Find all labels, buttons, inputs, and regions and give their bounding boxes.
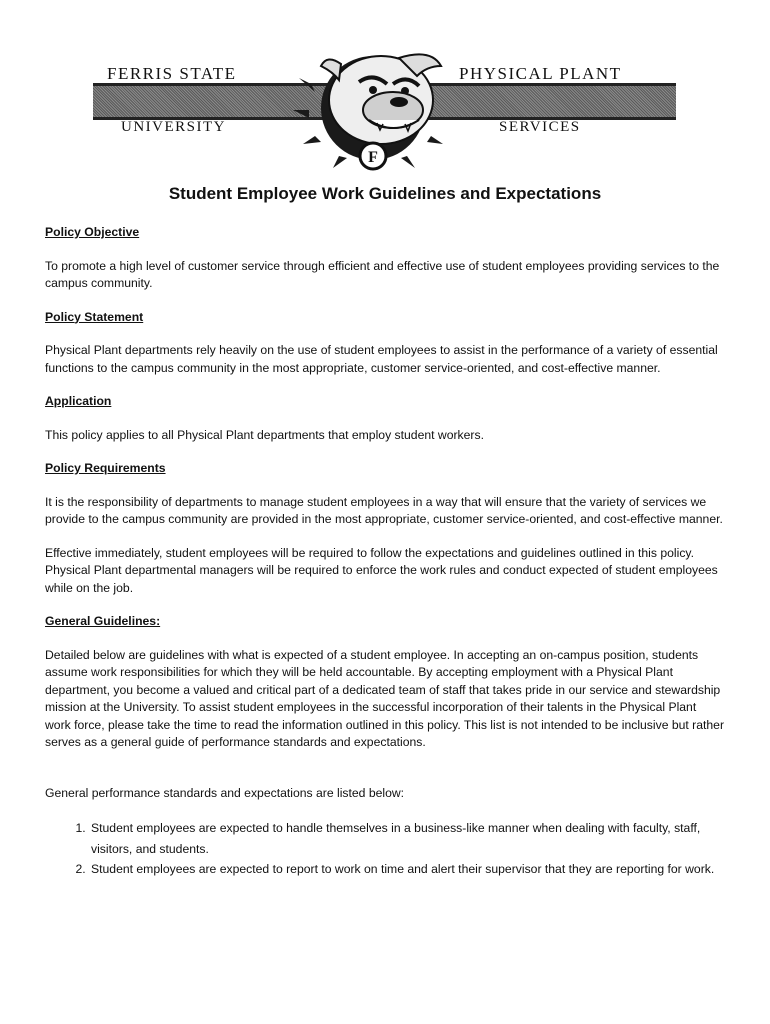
- paragraph-standards-intro: General performance standards and expectations are listed below:: [45, 785, 405, 800]
- list-item: 1. Student employees are expected to handle themselves in a business-like manner when dealing with faculty, staff, visitors, and students.: [89, 818, 725, 859]
- paragraph-requirements-2: Effective immediately, student employees will be required to follow the expectations and guidelines outlined in this policy. Physical Plant departmental managers will be required to enforce the work rules and conduct expected of student employees while on the job.: [45, 545, 718, 595]
- heading-policy-statement: Policy Statement: [45, 309, 144, 324]
- medallion-letter: F: [368, 149, 378, 166]
- header-physical-plant: PHYSICAL PLANT: [459, 64, 622, 83]
- heading-general-guidelines: General Guidelines:: [45, 614, 161, 628]
- header-services: SERVICES: [499, 119, 581, 135]
- paragraph-application: This policy applies to all Physical Plant departments that employ student workers.: [45, 427, 484, 442]
- standards-list: [45, 818, 725, 880]
- paragraph-policy-statement: Physical Plant departments rely heavily on the use of student employees to assist in the performance of a variety of essential functions to the campus community in the most appropriate, customer service-oriented, and cost-effective manner.: [45, 343, 718, 375]
- page-title: Student Employee Work Guidelines and Expectations: [168, 184, 602, 203]
- paragraph-general-guidelines: Detailed below are guidelines with what is expected of a student employee. In accepting an on-campus position, students assume work responsibilities for which they will be held accountable. By accepting employment with a Physical Plant department, you become a valued and critical part of a dedicated team of staff that takes pride in our service and stewardship mission at the University. To assist student employees in the successful incorporation of their talents in the Physical Plant work force, please take the time to read the information outlined in this policy. This list is not intended to be inclusive but rather serves as a general guide of performance standards and expectations.: [45, 647, 725, 749]
- letterhead: [93, 44, 676, 172]
- header-ferris-state: FERRIS STATE: [107, 64, 237, 83]
- bulldog-icon: [281, 44, 461, 172]
- heading-policy-objective: Policy Objective: [45, 225, 140, 239]
- paragraph-requirements-1: It is the responsibility of departments to manage student employees in a way that will ensure that the variety of services we provide to the campus community are provided in the most appropriate, customer service-oriented, and cost-effective manner.: [45, 494, 723, 526]
- list-item: 2. Student employees are expected to report to work on time and alert their supervisor that they are reporting for work.: [89, 859, 725, 880]
- bulldog-logo: [281, 44, 461, 172]
- document-body: [45, 224, 725, 880]
- heading-policy-requirements: Policy Requirements: [45, 461, 166, 475]
- header-university: UNIVERSITY: [121, 119, 226, 135]
- heading-application: Application: [45, 394, 112, 408]
- spacer: [45, 768, 725, 785]
- paragraph-policy-objective: To promote a high level of customer service through efficient and effective use of student employees providing services to the campus community.: [45, 258, 720, 290]
